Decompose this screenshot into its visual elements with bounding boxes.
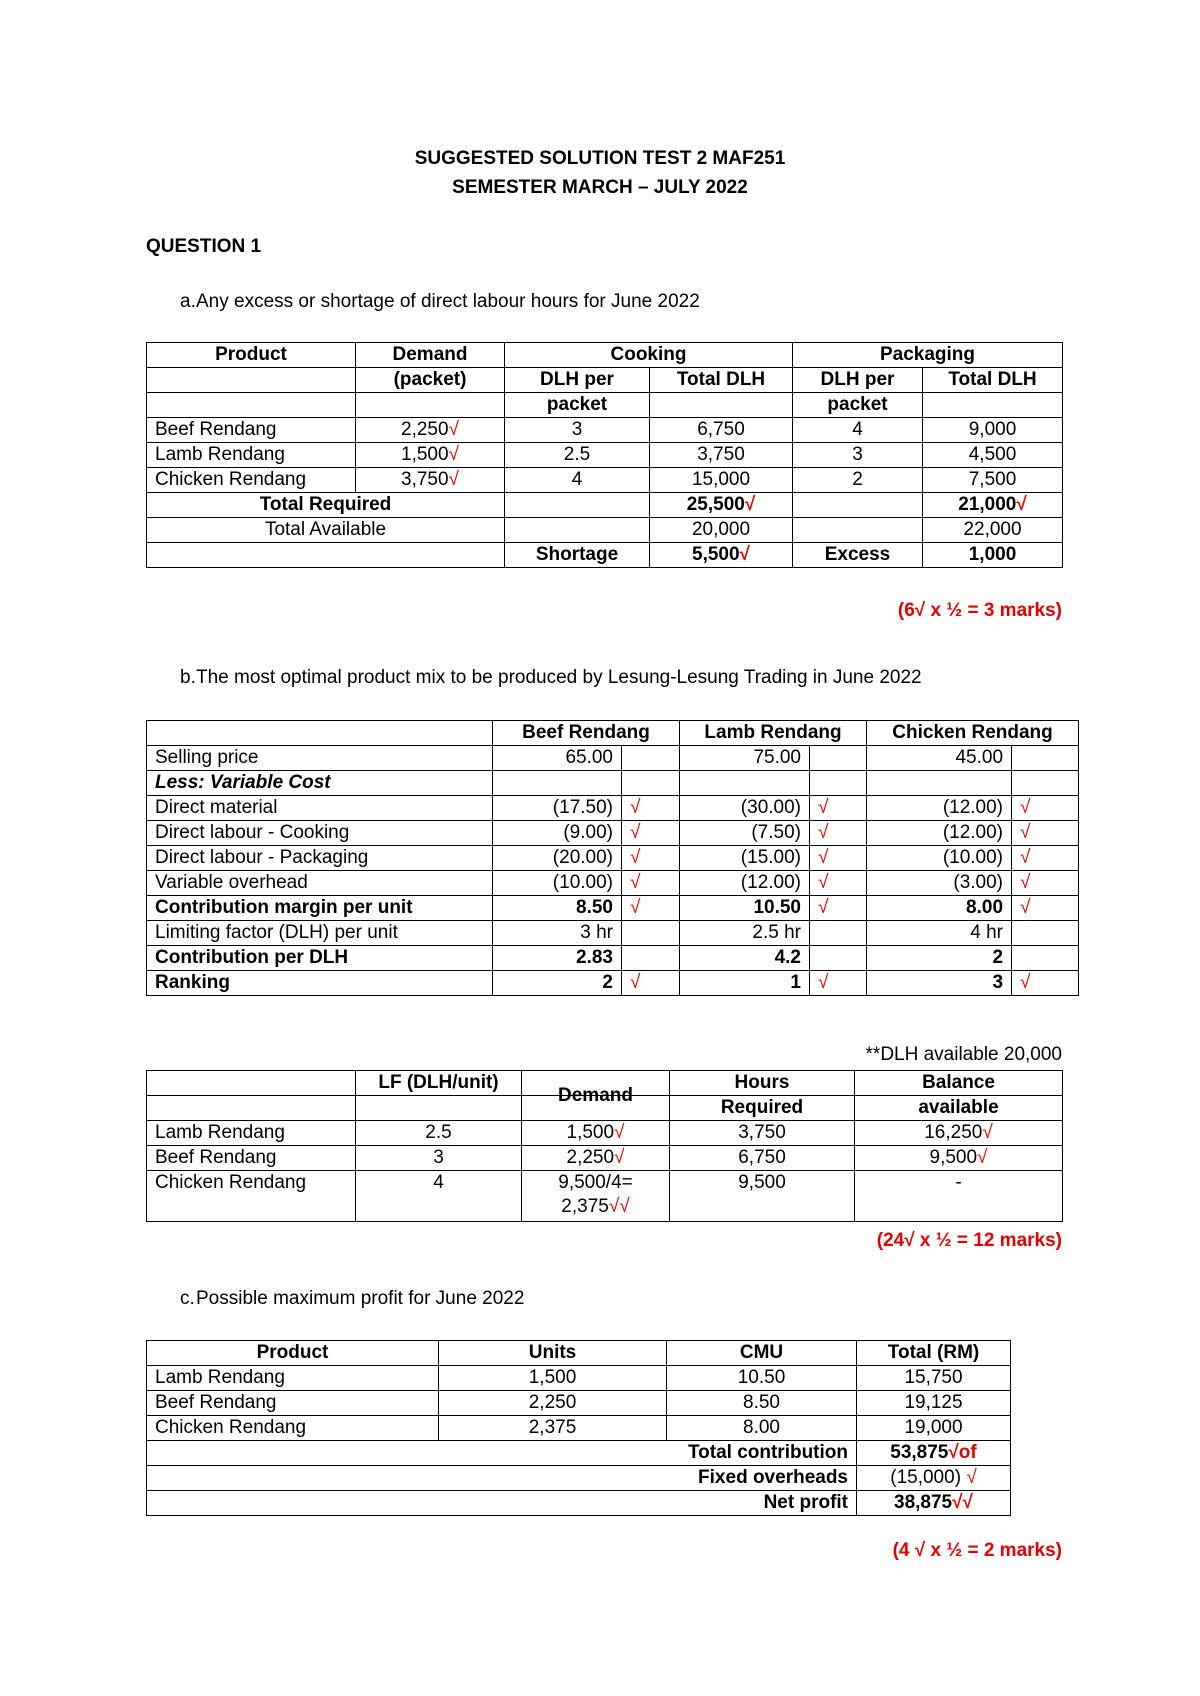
row-pack-rate: 3 xyxy=(793,443,923,468)
row-label: Limiting factor (DLH) per unit xyxy=(147,921,493,946)
lamb-value: (15.00) xyxy=(680,846,810,871)
row-total: 15,750 xyxy=(857,1366,1011,1391)
beef-value: 3 hr xyxy=(493,921,622,946)
tick-icon: √ xyxy=(739,544,750,565)
total-required-label: Total Required xyxy=(147,493,505,518)
table-row xyxy=(147,1391,1011,1416)
col-beef: Beef Rendang xyxy=(493,721,680,746)
total-available-cook: 20,000 xyxy=(650,518,793,543)
row-units: 2,375 xyxy=(439,1416,667,1441)
row-cook-rate: 3 xyxy=(505,418,650,443)
question-heading: QUESTION 1 xyxy=(146,236,262,257)
row-hours: 6,750 xyxy=(670,1146,855,1171)
row-pack-rate: 2 xyxy=(793,468,923,493)
tick-icon: √ xyxy=(1012,796,1079,821)
row-demand: 1,500√ xyxy=(522,1121,670,1146)
chicken-value: (3.00) xyxy=(867,871,1012,896)
row-demand: 2,250√ xyxy=(522,1146,670,1171)
part-b-letter: b. xyxy=(180,667,196,688)
row-pack-rate: 4 xyxy=(793,418,923,443)
double-tick-icon: √√ xyxy=(608,1196,630,1217)
beef-value: (10.00) xyxy=(493,871,622,896)
excess-label: Excess xyxy=(793,543,923,568)
total-required-pack: 21,000√ xyxy=(923,493,1063,518)
col-chicken: Chicken Rendang xyxy=(867,721,1079,746)
table-row xyxy=(147,443,1063,468)
tick-icon: √ xyxy=(1012,846,1079,871)
header-demand: Demand xyxy=(522,1084,670,1109)
part-b-marks: (24√ x ½ = 12 marks) xyxy=(876,1230,1062,1251)
row-cook-rate: 2.5 xyxy=(505,443,650,468)
row-product: Chicken Rendang xyxy=(147,1171,356,1222)
total-contribution-value: 53,875√of xyxy=(857,1441,1011,1466)
header-required: Required xyxy=(670,1096,855,1121)
row-pack-total: 9,000 xyxy=(923,418,1063,443)
header-hours: Hours xyxy=(670,1071,855,1096)
net-profit-value: 38,875√√ xyxy=(857,1491,1011,1516)
row-units: 1,500 xyxy=(439,1366,667,1391)
row-product: Beef Rendang xyxy=(147,1146,356,1171)
row-pack-total: 4,500 xyxy=(923,443,1063,468)
chicken-value: 2 xyxy=(867,946,1012,971)
row-cook-total: 15,000 xyxy=(650,468,793,493)
tick-icon: √ xyxy=(744,494,756,515)
row-cook-total: 6,750 xyxy=(650,418,793,443)
lamb-value: 1 xyxy=(680,971,810,996)
header-packaging: Packaging xyxy=(793,343,1063,368)
beef-value: (9.00) xyxy=(493,821,622,846)
shortage-label: Shortage xyxy=(505,543,650,568)
header-cooking: Cooking xyxy=(505,343,793,368)
header-available: available xyxy=(855,1096,1063,1121)
row-total: 19,000 xyxy=(857,1416,1011,1441)
header-demand-unit: (packet) xyxy=(356,368,505,393)
beef-value: (20.00) xyxy=(493,846,622,871)
total-required-cook: 25,500√ xyxy=(650,493,793,518)
page-subtitle: SEMESTER MARCH – JULY 2022 xyxy=(452,177,748,198)
row-units: 2,250 xyxy=(439,1391,667,1416)
table-row xyxy=(147,921,1079,946)
table-row xyxy=(147,746,1079,771)
part-c-heading xyxy=(180,1288,524,1310)
row-hours: 9,500 xyxy=(670,1171,855,1222)
header-cook-blank xyxy=(650,393,793,418)
tick-icon: √ xyxy=(810,796,867,821)
tick-icon: √ xyxy=(810,846,867,871)
part-b-heading xyxy=(180,667,922,689)
lamb-value: 4.2 xyxy=(680,946,810,971)
header-cmu: CMU xyxy=(667,1341,857,1366)
blank-cell xyxy=(147,721,493,746)
row-label: Contribution per DLH xyxy=(147,946,493,971)
header-lf: LF (DLH/unit) xyxy=(356,1071,522,1096)
header-product: Product xyxy=(147,1341,439,1366)
lamb-value: 10.50 xyxy=(680,896,810,921)
row-product: Beef Rendang xyxy=(147,1391,439,1416)
chicken-value: (10.00) xyxy=(867,846,1012,871)
row-label: Direct labour - Packaging xyxy=(147,846,493,871)
beef-value: 2.83 xyxy=(493,946,622,971)
row-label: Variable overhead xyxy=(147,871,493,896)
row-product: Chicken Rendang xyxy=(147,468,356,493)
chicken-value: 8.00 xyxy=(867,896,1012,921)
excess-value: 1,000 xyxy=(923,543,1063,568)
tick-icon: √ xyxy=(622,971,680,996)
net-profit-label: Net profit xyxy=(147,1491,857,1516)
header-product-blank xyxy=(147,368,356,393)
header-product: Product xyxy=(147,343,356,368)
tick-icon: √ xyxy=(810,971,867,996)
row-label: Contribution margin per unit xyxy=(147,896,493,921)
row-pack-total: 7,500 xyxy=(923,468,1063,493)
tick-icon: √ xyxy=(982,1122,993,1143)
row-product: Lamb Rendang xyxy=(147,1121,356,1146)
chicken-value: 45.00 xyxy=(867,746,1012,771)
row-demand: 1,500√ xyxy=(356,443,505,468)
chicken-value: (12.00) xyxy=(867,821,1012,846)
tick-of-icon: √of xyxy=(948,1442,977,1463)
row-cmu: 8.00 xyxy=(667,1416,857,1441)
total-available-label: Total Available xyxy=(147,518,505,543)
row-label: Less: Variable Cost xyxy=(147,771,493,796)
tick-icon: √ xyxy=(1012,871,1079,896)
header-total: Total (RM) xyxy=(857,1341,1011,1366)
table-row xyxy=(147,1146,1063,1171)
fixed-overheads-label: Fixed overheads xyxy=(147,1466,857,1491)
col-lamb: Lamb Rendang xyxy=(680,721,867,746)
header-cook-packet: packet xyxy=(505,393,650,418)
table-row xyxy=(147,971,1079,996)
table-row xyxy=(147,796,1079,821)
row-hours: 3,750 xyxy=(670,1121,855,1146)
row-product: Chicken Rendang xyxy=(147,1416,439,1441)
part-a-heading xyxy=(180,291,700,313)
profit-table xyxy=(146,1340,1011,1516)
product-mix-table xyxy=(146,720,1079,996)
lamb-value: (7.50) xyxy=(680,821,810,846)
chicken-value: 4 hr xyxy=(867,921,1012,946)
row-balance: 9,500√ xyxy=(855,1146,1063,1171)
header-cook-total-dlh: Total DLH xyxy=(650,368,793,393)
labour-hours-table xyxy=(146,342,1063,568)
tick-icon: √ xyxy=(1012,971,1079,996)
blank-cell xyxy=(356,1096,522,1121)
row-total: 19,125 xyxy=(857,1391,1011,1416)
header-pack-total-dlh: Total DLH xyxy=(923,368,1063,393)
header-pack-packet: packet xyxy=(793,393,923,418)
lamb-value: 2.5 hr xyxy=(680,921,810,946)
header-balance: Balance xyxy=(855,1071,1063,1096)
table-row xyxy=(147,821,1079,846)
tick-icon: √ xyxy=(614,1122,625,1143)
double-tick-icon: √√ xyxy=(952,1492,973,1513)
lamb-value: 75.00 xyxy=(680,746,810,771)
table-row xyxy=(147,418,1063,443)
tick-icon: √ xyxy=(614,1147,625,1168)
row-demand: 2,250√ xyxy=(356,418,505,443)
row-lf: 4 xyxy=(356,1171,522,1222)
tick-icon: √ xyxy=(448,419,459,440)
header-pack-dlh-per: DLH per xyxy=(793,368,923,393)
tick-icon: √ xyxy=(1016,494,1027,515)
row-cook-rate: 4 xyxy=(505,468,650,493)
row-label: Ranking xyxy=(147,971,493,996)
tick-icon: √ xyxy=(1012,821,1079,846)
row-balance: - xyxy=(855,1171,1063,1222)
tick-icon: √ xyxy=(622,871,680,896)
tick-icon: √ xyxy=(810,871,867,896)
row-label: Direct labour - Cooking xyxy=(147,821,493,846)
chicken-value: (12.00) xyxy=(867,796,1012,821)
lamb-value: (30.00) xyxy=(680,796,810,821)
header-pack-blank xyxy=(923,393,1063,418)
row-product: Lamb Rendang xyxy=(147,443,356,468)
total-contribution-label: Total contribution xyxy=(147,1441,857,1466)
blank-cell xyxy=(793,493,923,518)
fixed-overheads-value: (15,000) √ xyxy=(857,1466,1011,1491)
row-label: Selling price xyxy=(147,746,493,771)
row-lf: 2.5 xyxy=(356,1121,522,1146)
table-row xyxy=(147,771,1079,796)
row-balance: 16,250√ xyxy=(855,1121,1063,1146)
page-title: SUGGESTED SOLUTION TEST 2 MAF251 xyxy=(414,148,786,169)
chicken-value: 3 xyxy=(867,971,1012,996)
total-available-pack: 22,000 xyxy=(923,518,1063,543)
tick-icon: √ xyxy=(448,444,459,465)
blank-cell xyxy=(505,493,650,518)
table-row xyxy=(147,1366,1011,1391)
part-a-letter: a. xyxy=(180,291,196,312)
row-demand: 9,500/4= 2,375√√ xyxy=(522,1171,670,1222)
part-c-marks: (4 √ x ½ = 2 marks) xyxy=(892,1540,1062,1561)
tick-icon: √ xyxy=(622,846,680,871)
tick-icon: √ xyxy=(622,796,680,821)
table-row xyxy=(147,468,1063,493)
lamb-value: (12.00) xyxy=(680,871,810,896)
table-row xyxy=(147,846,1079,871)
beef-value: (17.50) xyxy=(493,796,622,821)
tick-icon: √ xyxy=(810,896,867,921)
tick-icon: √ xyxy=(622,821,680,846)
tick-icon: √ xyxy=(810,821,867,846)
row-cmu: 8.50 xyxy=(667,1391,857,1416)
header-product-blank2 xyxy=(147,393,356,418)
part-c-letter: c. xyxy=(180,1288,195,1309)
table-row xyxy=(147,1416,1011,1441)
header-units: Units xyxy=(439,1341,667,1366)
part-a-heading-text: Any excess or shortage of direct labour hours for June 2022 xyxy=(196,291,700,312)
row-cmu: 10.50 xyxy=(667,1366,857,1391)
blank-cell xyxy=(147,543,505,568)
allocation-table xyxy=(146,1070,1063,1222)
beef-value: 2 xyxy=(493,971,622,996)
header-demand: Demand xyxy=(356,343,505,368)
beef-value: 65.00 xyxy=(493,746,622,771)
blank-cell xyxy=(793,518,923,543)
table-row xyxy=(147,1121,1063,1146)
row-label: Direct material xyxy=(147,796,493,821)
tick-icon: √ xyxy=(977,1147,988,1168)
row-cook-total: 3,750 xyxy=(650,443,793,468)
tick-icon: √ xyxy=(966,1467,977,1488)
header-cook-dlh-per: DLH per xyxy=(505,368,650,393)
part-a-marks: (6√ x ½ = 3 marks) xyxy=(897,600,1062,621)
row-demand: 3,750√ xyxy=(356,468,505,493)
row-lf: 3 xyxy=(356,1146,522,1171)
beef-value: 8.50 xyxy=(493,896,622,921)
table-row xyxy=(147,946,1079,971)
blank-cell xyxy=(505,518,650,543)
blank-cell xyxy=(147,1096,356,1121)
shortage-value: 5,500√ xyxy=(650,543,793,568)
row-product: Lamb Rendang xyxy=(147,1366,439,1391)
header-demand-blank xyxy=(356,393,505,418)
part-c-heading-text: Possible maximum profit for June 2022 xyxy=(196,1288,525,1309)
table-row xyxy=(147,1171,1063,1222)
blank-cell xyxy=(147,1071,356,1096)
part-b-heading-text: The most optimal product mix to be produced by Lesung-Lesung Trading in June 2022 xyxy=(196,667,922,688)
tick-icon: √ xyxy=(622,896,680,921)
row-product: Beef Rendang xyxy=(147,418,356,443)
dlh-available-note: **DLH available 20,000 xyxy=(865,1044,1062,1065)
tick-icon: √ xyxy=(448,469,459,490)
tick-icon: √ xyxy=(1012,896,1079,921)
table-row xyxy=(147,896,1079,921)
table-row xyxy=(147,871,1079,896)
